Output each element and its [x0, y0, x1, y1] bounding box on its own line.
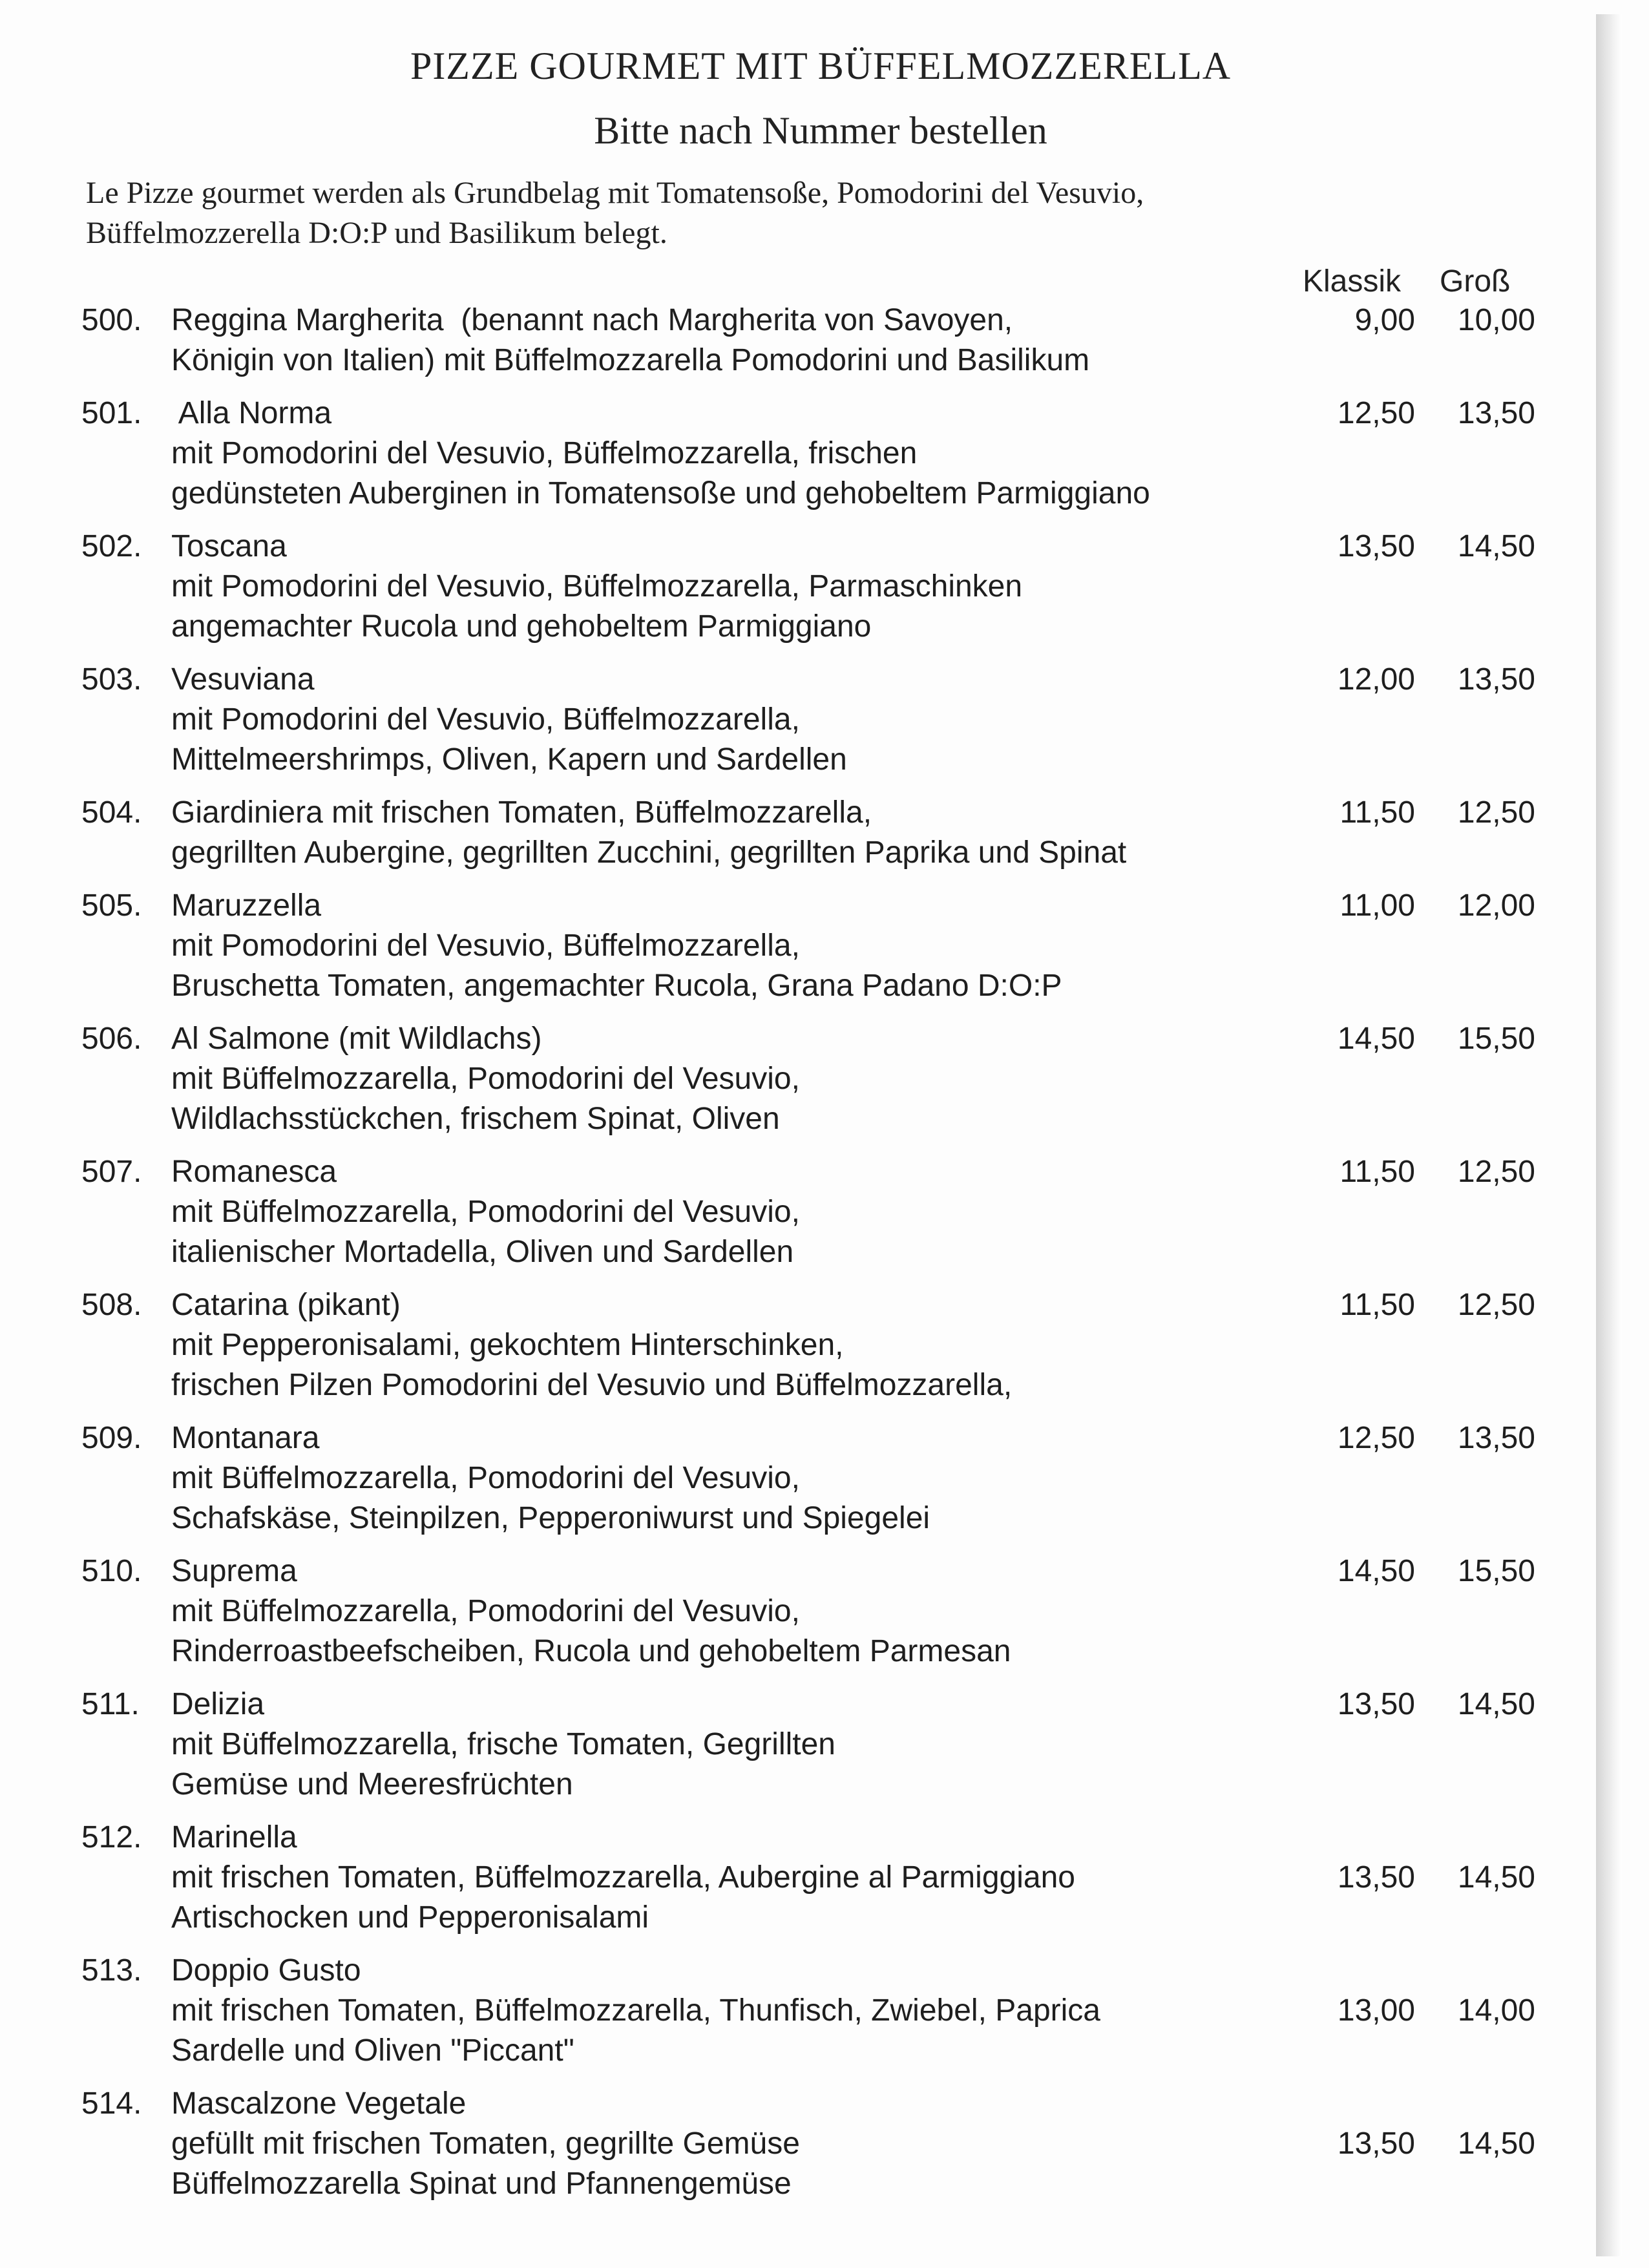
price-gross: 12,50 [1457, 1155, 1535, 1189]
item-ingredients: mit Pepperonisalami, gekochtem Hinterschinken, [171, 1328, 844, 1362]
item-ingredients: gegrillten Aubergine, gegrillten Zucchini, gegrillten Paprika und Spinat [171, 835, 1127, 870]
price-gross: 12,50 [1457, 795, 1535, 830]
item-ingredients: angemachter Rucola und gehobeltem Parmiggiano [171, 609, 872, 644]
price-klassik: 12,50 [1337, 396, 1415, 430]
item-ingredients: mit Büffelmozzarella, Pomodorini del Vesuvio, [171, 1461, 800, 1495]
intro-text [86, 173, 1507, 253]
item-ingredients: Königin von Italien) mit Büffelmozzarella Pomodorini und Basilikum [171, 343, 1090, 377]
item-number: 500. [81, 303, 142, 337]
item-ingredients: mit Pomodorini del Vesuvio, Büffelmozzarella, [171, 929, 800, 963]
item-name: Montanara [171, 1421, 320, 1455]
item-name: Catarina (pikant) [171, 1288, 401, 1322]
price-klassik: 13,50 [1337, 2126, 1415, 2161]
price-gross: 13,50 [1457, 396, 1535, 430]
item-name: Mascalzone Vegetale [171, 2086, 467, 2121]
item-name: Alla Norma [171, 396, 332, 430]
item-description [171, 2084, 1308, 2204]
item-number: 501. [81, 396, 142, 430]
item-name: Giardiniera mit frischen Tomaten, Büffelmozzarella, [171, 795, 872, 830]
price-klassik: 13,50 [1337, 529, 1415, 563]
item-name: Romanesca [171, 1155, 337, 1189]
price-gross: 14,50 [1457, 2126, 1535, 2161]
menu-item [0, 886, 1649, 1006]
item-description [171, 1551, 1308, 1672]
menu-item [0, 793, 1649, 873]
item-description [171, 1285, 1308, 1405]
menu-item [0, 1285, 1649, 1405]
item-ingredients: mit Pomodorini del Vesuvio, Büffelmozzarella, frischen [171, 436, 918, 470]
price-klassik: 9,00 [1354, 303, 1415, 337]
item-number: 506. [81, 1022, 142, 1056]
price-klassik: 11,50 [1339, 1288, 1415, 1322]
price-klassik: 12,00 [1337, 662, 1415, 697]
item-ingredients: Mittelmeershrimps, Oliven, Kapern und Sardellen [171, 742, 847, 777]
item-ingredients: Büffelmozzarella Spinat und Pfannengemüse [171, 2167, 792, 2201]
column-header-klassik: Klassik [1303, 264, 1402, 299]
item-ingredients: mit Pomodorini del Vesuvio, Büffelmozzarella, Parmaschinken [171, 569, 1023, 604]
column-header-gross: Groß [1440, 264, 1511, 299]
item-ingredients: Artischocken und Pepperonisalami [171, 1900, 649, 1935]
item-ingredients: gedünsteten Auberginen in Tomatensoße und gehobeltem Parmiggiano [171, 476, 1150, 510]
menu-item [0, 1685, 1649, 1805]
price-gross: 10,00 [1457, 303, 1535, 337]
item-name: Maruzzella [171, 888, 322, 923]
item-number: 502. [81, 529, 142, 563]
item-ingredients: Sardelle und Oliven "Piccant" [171, 2033, 574, 2068]
item-number: 513. [81, 1953, 142, 1988]
item-number: 512. [81, 1820, 142, 1854]
price-gross: 15,50 [1457, 1022, 1535, 1056]
item-ingredients: frischen Pilzen Pomodorini del Vesuvio und Büffelmozzarella, [171, 1368, 1013, 1402]
price-gross: 13,50 [1457, 1421, 1535, 1455]
price-gross: 14,50 [1457, 1687, 1535, 1721]
price-gross: 13,50 [1457, 662, 1535, 697]
menu-list [0, 300, 1649, 2217]
page-title: PIZZE GOURMET MIT BÜFFELMOZZERELLA [410, 45, 1232, 87]
item-ingredients: mit Pomodorini del Vesuvio, Büffelmozzarella, [171, 702, 800, 737]
menu-item [0, 1951, 1649, 2071]
item-number: 504. [81, 795, 142, 830]
item-description [171, 1152, 1308, 1272]
menu-item [0, 394, 1649, 514]
item-description [171, 1685, 1308, 1805]
price-klassik: 14,50 [1337, 1554, 1415, 1588]
item-ingredients: Gemüse und Meeresfrüchten [171, 1767, 573, 1801]
item-ingredients: mit Büffelmozzarella, frische Tomaten, Gegrillten [171, 1727, 835, 1761]
item-name: Reggina Margherita (benannt nach Margherita von Savoyen, [171, 303, 1013, 337]
item-description [171, 793, 1308, 873]
item-description [171, 527, 1308, 647]
item-description [171, 886, 1308, 1006]
menu-item [0, 660, 1649, 780]
item-description [171, 1418, 1308, 1538]
item-number: 505. [81, 888, 142, 923]
item-number: 508. [81, 1288, 142, 1322]
price-klassik: 11,00 [1339, 888, 1415, 923]
item-description [171, 1818, 1308, 1938]
item-ingredients: mit Büffelmozzarella, Pomodorini del Vesuvio, [171, 1062, 800, 1096]
price-klassik: 12,50 [1337, 1421, 1415, 1455]
item-name: Vesuviana [171, 662, 315, 697]
intro-line: Büffelmozzerella D:O:P und Basilikum belegt. [86, 216, 667, 250]
item-ingredients: italienischer Mortadella, Oliven und Sardellen [171, 1235, 794, 1269]
page-subtitle: Bitte nach Nummer bestellen [594, 109, 1047, 152]
item-ingredients: gefüllt mit frischen Tomaten, gegrillte Gemüse [171, 2126, 800, 2161]
price-gross: 14,50 [1457, 529, 1535, 563]
price-klassik: 13,50 [1337, 1687, 1415, 1721]
item-number: 511. [81, 1687, 140, 1721]
item-ingredients: Wildlachsstückchen, frischem Spinat, Oliven [171, 1102, 780, 1136]
menu-item [0, 1418, 1649, 1538]
price-gross: 15,50 [1457, 1554, 1535, 1588]
item-ingredients: Schafskäse, Steinpilzen, Pepperoniwurst und Spiegelei [171, 1501, 930, 1535]
item-ingredients: mit Büffelmozzarella, Pomodorini del Vesuvio, [171, 1594, 800, 1628]
item-ingredients: Rinderroastbeefscheiben, Rucola und gehobeltem Parmesan [171, 1634, 1011, 1668]
menu-item [0, 1019, 1649, 1139]
item-description [171, 1019, 1308, 1139]
item-ingredients: mit frischen Tomaten, Büffelmozzarella, Aubergine al Parmiggiano [171, 1860, 1075, 1895]
menu-item [0, 2084, 1649, 2204]
price-gross: 14,50 [1457, 1860, 1535, 1895]
item-ingredients: mit frischen Tomaten, Büffelmozzarella, Thunfisch, Zwiebel, Paprica [171, 1993, 1100, 2028]
menu-item [0, 527, 1649, 647]
price-gross: 12,50 [1457, 1288, 1535, 1322]
price-klassik: 13,50 [1337, 1860, 1415, 1895]
menu-item [0, 300, 1649, 381]
item-name: Doppio Gusto [171, 1953, 361, 1988]
item-name: Delizia [171, 1687, 265, 1721]
menu-item [0, 1818, 1649, 1938]
item-number: 509. [81, 1421, 142, 1455]
price-klassik: 11,50 [1339, 795, 1415, 830]
item-ingredients: mit Büffelmozzarella, Pomodorini del Vesuvio, [171, 1195, 800, 1229]
item-description [171, 660, 1308, 780]
price-klassik: 13,00 [1337, 1993, 1415, 2028]
item-name: Suprema [171, 1554, 297, 1588]
item-number: 510. [81, 1554, 142, 1588]
item-number: 503. [81, 662, 142, 697]
item-name: Al Salmone (mit Wildlachs) [171, 1022, 542, 1056]
intro-line: Le Pizze gourmet werden als Grundbelag mit Tomatensoße, Pomodorini del Vesuvio, [86, 176, 1144, 210]
item-number: 514. [81, 2086, 142, 2121]
item-name: Toscana [171, 529, 287, 563]
item-description [171, 300, 1308, 381]
menu-item [0, 1152, 1649, 1272]
item-number: 507. [81, 1155, 142, 1189]
item-ingredients: Bruschetta Tomaten, angemachter Rucola, Grana Padano D:O:P [171, 969, 1062, 1003]
menu-item [0, 1551, 1649, 1672]
item-description [171, 1951, 1308, 2071]
price-klassik: 11,50 [1339, 1155, 1415, 1189]
price-klassik: 14,50 [1337, 1022, 1415, 1056]
item-name: Marinella [171, 1820, 297, 1854]
price-gross: 14,00 [1457, 1993, 1535, 2028]
price-gross: 12,00 [1457, 888, 1535, 923]
item-description [171, 394, 1308, 514]
